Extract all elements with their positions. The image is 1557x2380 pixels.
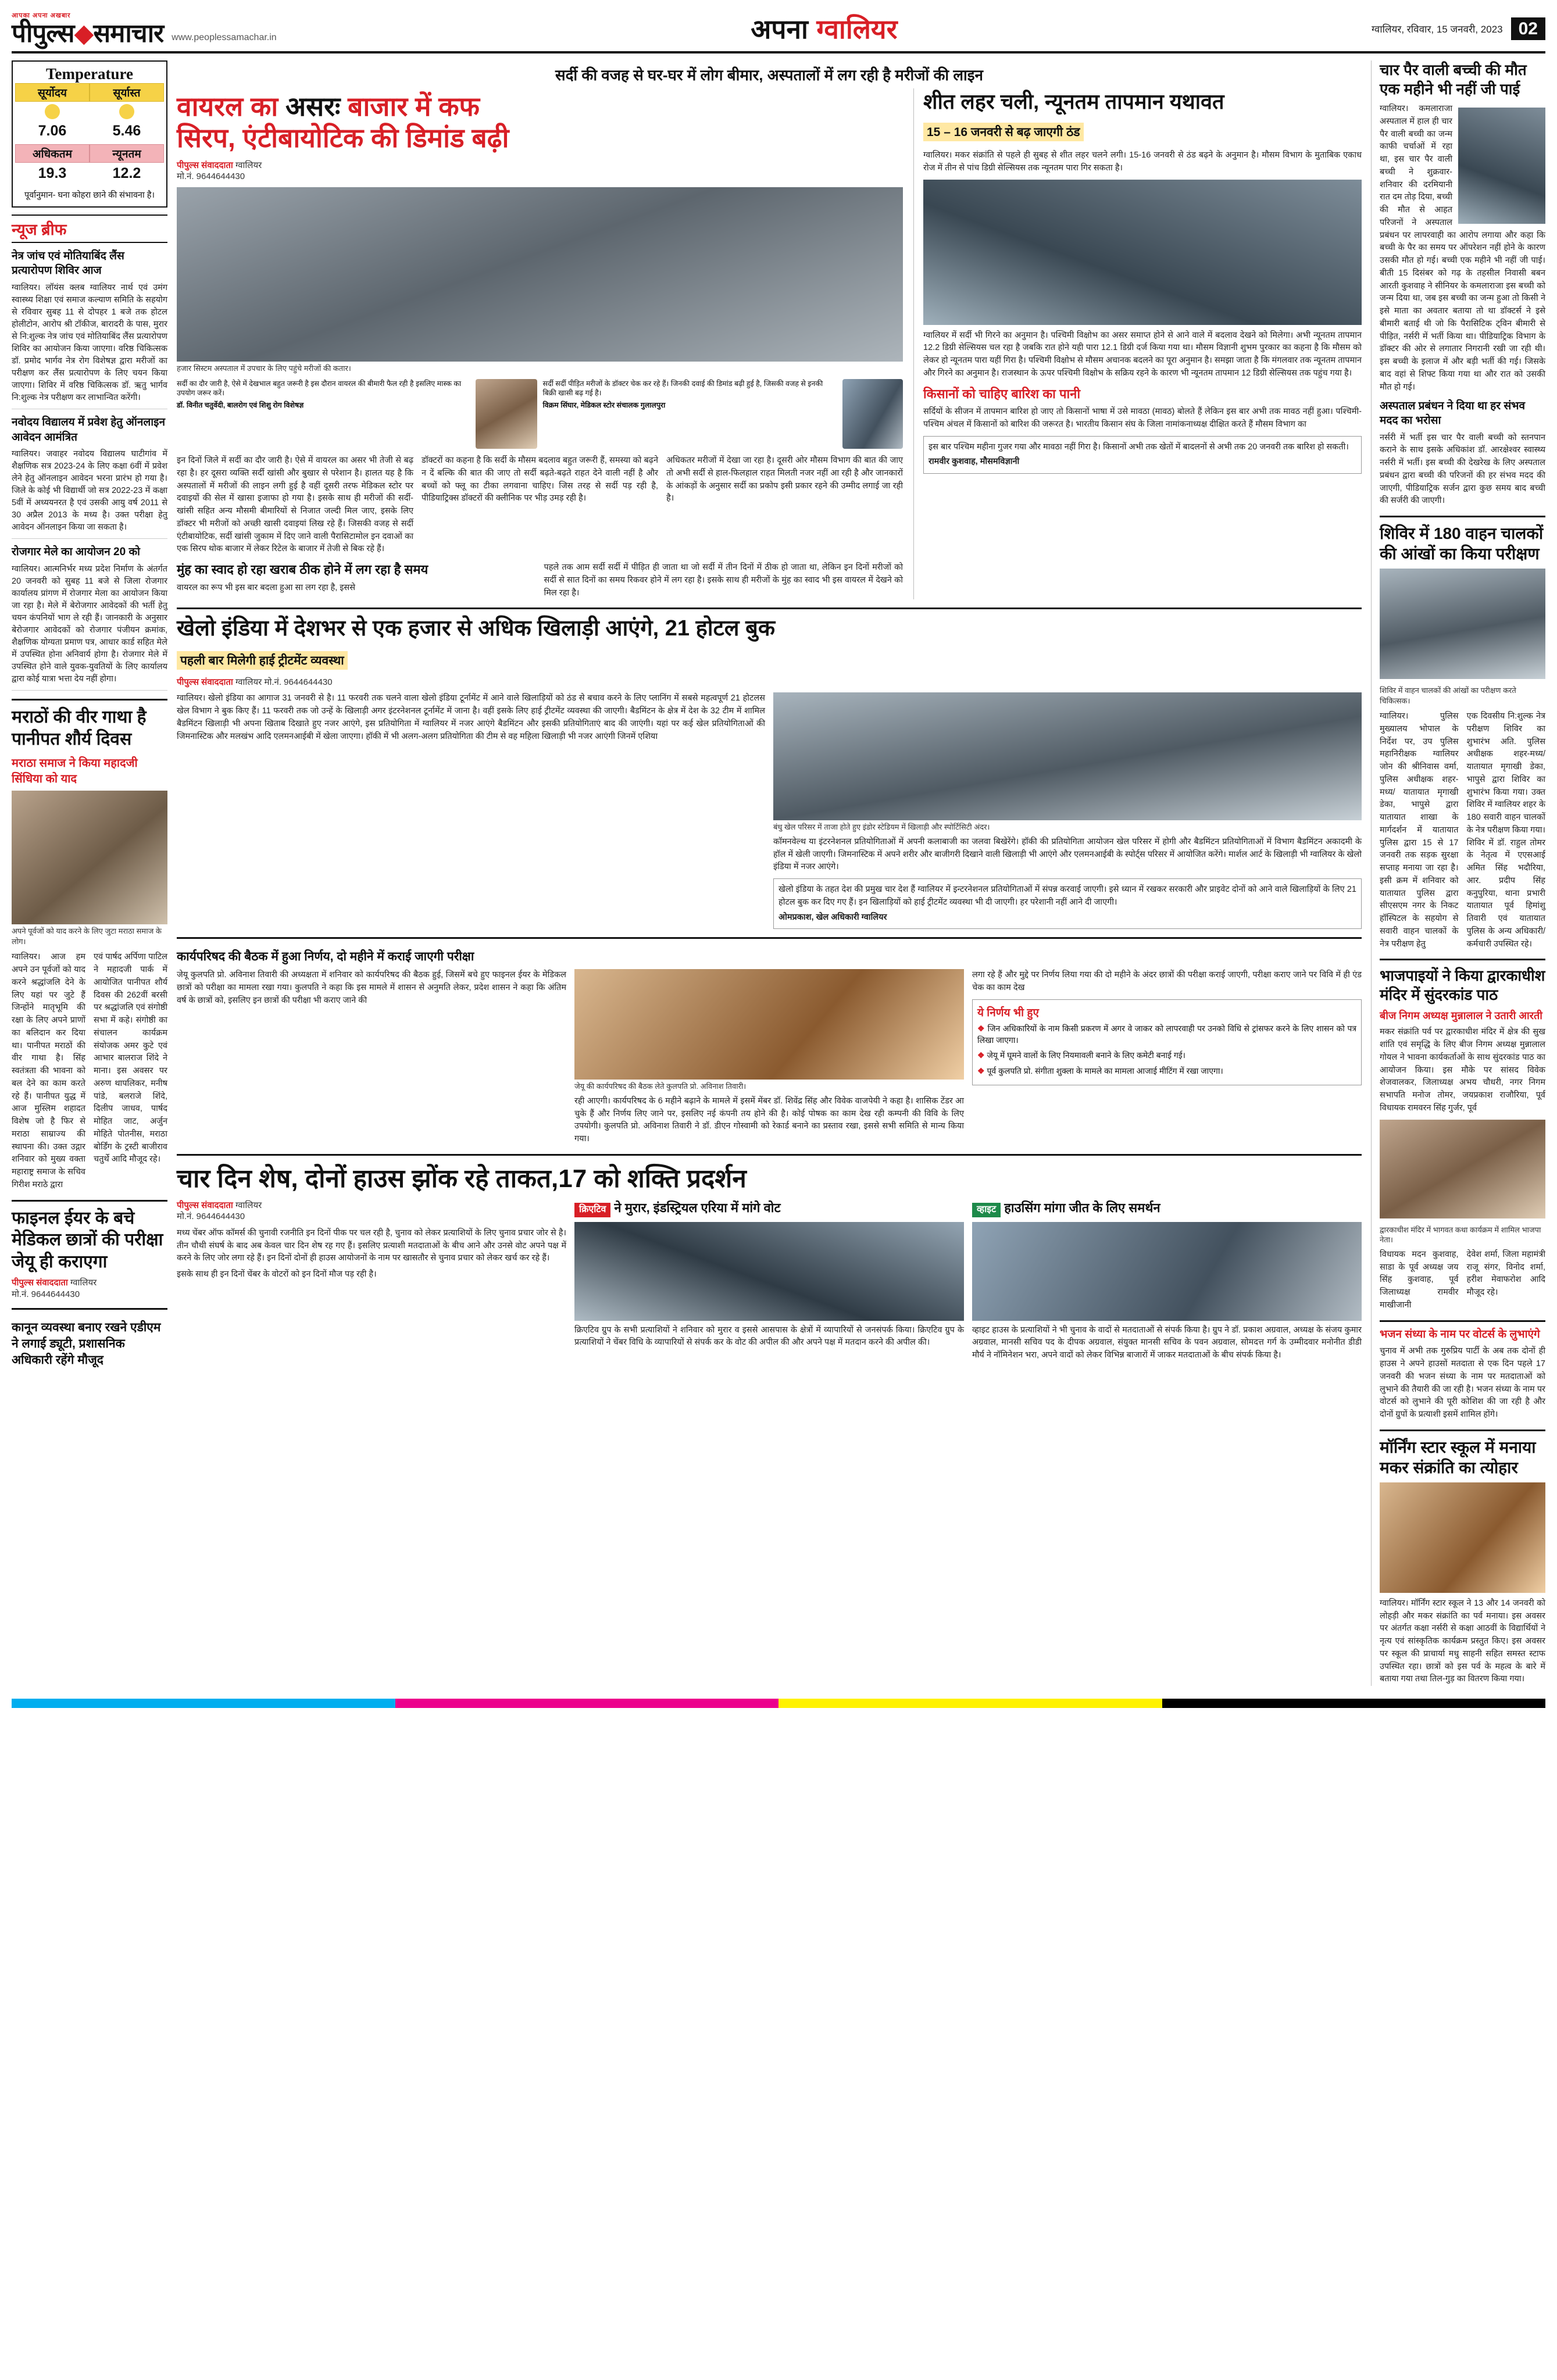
edition-word-apna: अपना <box>751 13 808 45</box>
list-item: ❖ जिन अधिकारियों के नाम किसी प्रकरण में अगर वे जाकर को लापरवाही पर उनको विधि से ट्रांसफर करने के लिए शासन को पत्र लिखा जाएगा। <box>977 1023 1357 1045</box>
byline-mobile: मो.नं. 9644644430 <box>264 677 333 687</box>
maratha-subhead: मराठा समाज ने किया महादजी सिंधिया को याद <box>12 757 138 786</box>
logo-diamond: ◆ <box>74 18 94 48</box>
cold-wave-subhead: किसानों को चाहिए बारिश का पानी <box>923 386 1081 401</box>
logo-tagline: आपका अपना अखबार <box>12 12 71 19</box>
khelo-photo <box>773 692 1362 820</box>
bhajan-body: चुनाव में अभी तक गुरुप्रिय पार्टी के अब तक दोनों ही हाउस ने अपने हाउसों मतदाता से एक दिन पहले 17 जनवरी की भजन संध्या के नाम पर मतदाताओं को लुभाने की तैयारी की जा रही है। भजन संध्या के नाम पर वोटर्स को लुभाने की पूरी कोशिश की जा रही है और दोनों ग्रुपों के प्रत्याशी इसमें शामिल होंगे। <box>1380 1346 1545 1419</box>
right-rail <box>1371 60 1545 1686</box>
law-body-col1: मध्य चेंबर ऑफ कॉमर्स की चुनावी रजनीति इन दिनों पीक पर चल रही है, चुनाव को लेकर प्रत्याशियों के लिए चुनाव प्रचार जोर से है। तीन चौथी संघर्ष के बाद अब केवल चार दिन शेष रह गए हैं। इसलिए प्रत्याशी मतदाताओं के बीच आने और उनसे वोट अपने पक्ष में करने के लिए जोर लगा रहे हैं। इन दिनों दोनों ही हाउस आयोजनों के नाम पर खासतौर से चुनाव प्रचार को लेकर खर्च कर रहे हैं। <box>177 1228 566 1263</box>
color-registration-bar <box>12 1699 1545 1708</box>
khelo-byline <box>177 677 1362 688</box>
medical-decisions-box <box>972 999 1362 1085</box>
eye-camp-body-col1: ग्वालियर। पुलिस मुख्यालय भोपाल के निर्देश पर, उप पुलिस महानिरीक्षक ग्वालियर जोन की श्रीनिवास वर्मा, पुलिस अधीक्षक शहर-मध्य/ यातायात मृगाखी डेका, भापुसे द्वारा यातायात शाखा के मार्गदर्शन में यातायात पुलिस द्वारा 15 से 17 जनवरी तक सड़क सुरक्षा सप्ताह मनाया जा रहा है। इसी क्रम में शनिवार को यातायात पुलिस द्वारा सीएसएम नगर के निकट हॉस्पिटल के सहयोग से सवारी वाहन चालकों के नेत्र परीक्षण हेतु <box>1380 712 1459 949</box>
expert2-quote: सर्दी सर्दी पीड़ित मरीजों के डॉक्टर चेक कर रहे हैं। जिनकी दवाई की डिमांड बढ़ी हुई है, जिसकी वजह से इनकी बिक्री खासी बढ़ गई है। <box>542 380 823 398</box>
lead-sub-body: वायरल का रूप भी इस बार बदला हुआ सा लग रहा है, इससे <box>177 583 356 592</box>
article-khelo-india[interactable] <box>177 607 1362 929</box>
byline-title: पीपुल्स संवाददाता <box>177 677 233 687</box>
brief-title: नेत्र जांच एवं मोतियाबिंद लैंस प्रत्यारोपण शिविर आज <box>12 249 124 277</box>
sunrise-icon <box>45 104 60 119</box>
byline-title: पीपुल्स संवाददाता <box>177 160 233 170</box>
logo-block <box>12 11 277 47</box>
article-medical[interactable] <box>12 1200 167 1300</box>
expert1-photo <box>476 379 537 449</box>
byline-mobile: मो.नं. 9644644430 <box>177 1212 245 1222</box>
logo-word-2: समाचार <box>93 18 164 48</box>
white-house-photo <box>972 1222 1362 1321</box>
khelo-kicker: पहली बार मिलेगी हाई ट्रीटमेंट व्यवस्था <box>177 651 348 670</box>
sunset-value: 5.46 <box>112 123 141 139</box>
maratha-headline: मराठों की वीर गाथा है पानीपत शौर्य दिवस <box>12 707 147 749</box>
lead-photo-caption: हजार सिस्टम अस्पताल में उपचार के लिए पहुंचे मरीजों की कतार। <box>177 363 351 373</box>
medical-decisions-list <box>977 1023 1356 1077</box>
min-temp-value: 12.2 <box>112 165 141 181</box>
sun-icons <box>15 102 164 120</box>
creative-group-photo <box>574 1222 964 1321</box>
medical-photo <box>574 969 964 1080</box>
article-maratha[interactable] <box>12 699 167 1191</box>
maratha-photo <box>12 791 167 924</box>
khelo-quote: खेलो इंडिया के तहत देश की प्रमुख चार देश हैं ग्वालियर में इन्टरनेशनल प्रतियोगिताओं में संपन्न करवाई जाएगी। इसे ध्यान में रखकर सरकारी और प्राइवेट दोनों को आने वाले खिलाड़ियों के लिए 21 होटल बुक कर दिए गए हैं। इन खिलाड़ियों को हाई ट्रीटमेंट व्यवस्था भी दी जाएगी। हर परेशानी नहीं आने दी जाएगी। <box>779 885 1356 907</box>
article-bjp-temple[interactable] <box>1380 959 1545 1311</box>
byline-place: ग्वालियर <box>235 160 262 170</box>
khelo-body-col2: कॉमनवेल्थ या इंटरनेशनल प्रतियोगिताओं में अपनी कलाबाजी का जलवा बिखेरेंगे। हॉकी की प्रतियोगिता आयोजन खेल परिसर में होगी और बैडमिंटन प्रतियोगिताओं में विभाग बैडमिंटन अकादमी के हॉल में खेली जाएगी। जिमनास्टिक में अपने शरीर और बाजीगरी दिखाने वाली खिलाड़ी भी आएंगे और एलमनआईबी के स्पोर्ट्स परिसर में आयोजित करेंगे। मार्शल आर्ट के खिलाड़ी भी ग्वालियर के खेलो इंडिया में नजर आएंगे। <box>773 837 1362 872</box>
four-leg-body: ग्वालियर। कमलाराजा अस्पताल में हाल ही चार पैर वाली बच्ची का जन्म काफी चर्चाओं में रहा था, इस चार पैर वाली बच्ची ने शुक्रवार- शनिवार की दरमियानी रात दम तोड़ दिया, बच्ची की मौत से आहत परिजनों ने अस्पताल प्रबंधन पर लापरवाही का आरोप लगाया और कहा कि बच्ची के पैर का समय पर ऑपरेशन नहीं होने के कारण उसकी मौत हो गई। बच्ची एक महीने भी नहीं जी पाई। बीती 15 दिसंबर को गढ़ के तहसील निवासी बबन आरती कुशवाह ने सीनियर के कमलाराजा इस बच्ची को जन्म दिया था, जब इस बच्ची का जन्म हुआ तो किसी ने इसे माता का अवतार बताया तो था डॉक्टर्स ने इसे बीमारी बताई थी जो कि पैरासिटिक ट्विन बीमारी से पीड़ित, नर्सरी में भर्ती किया था। पीडियाट्रिक विभाग के डॉक्टर की ओर से लगातार निगरानी रखी जा रही थी। इस बच्ची के इलाज में और बड़ी भर्ती की गई। जिसके बाद वहां से शिफ्ट किया गया था और रात को उसकी मौत हो गई। <box>1380 104 1545 392</box>
brief-body: ग्वालियर। आत्मनिर्भर मध्य प्रदेश निर्माण के अंतर्गत 20 जनवरी को सुबह 11 बजे से जिला रोजगार कार्यालय प्रांगण में रोजगार मेला का आयोजन किया जा रहा है। मेले में बेरोजगार आवेदकों की भर्ती हेतु चयन कंपनियों भाग ले रही हैं। जानकारी के अनुसार बेरोजगार आवेदकों को रोजगार पंजीयन क्रमांक, शैक्षणिक योग्यता प्रमाण पत्र, आधार कार्ड सहित मेले में उपस्थित होना अनिवार्य होगा है। रोजगार मेले में उपस्थित होने वाले युवक-युवतियों के लिए कार्यालय द्वारा कोई यात्रा भत्ता देय नहीं होगा। <box>12 564 167 684</box>
cold-wave-sub-body: सर्दियों के सीजन में तापमान बारिश हो जाए तो किसानों भाषा में उसे मावठा (मावठ) बोलते हैं लेकिन इस बार अभी तक मावठ नहीं हुआ। पश्चिमी-पश्चिम अंचल में किसानों को बारिश की जरूरत है। भारतीय किसान संघ के जिला नामांकनाध्यक्ष दीक्षित करते हैं मौसम विभाग का <box>923 407 1362 429</box>
bjp-subhead: बीज निगम अध्यक्ष मुन्नालाल ने उतारी आरती <box>1380 1010 1542 1022</box>
white-tag: व्हाइट <box>972 1203 1001 1217</box>
bjp-headline: भाजपाइयों ने किया द्वारकाधीश मंदिर में सुंदरकांड पाठ <box>1380 967 1545 1003</box>
weather-title: Temperature <box>46 65 133 83</box>
creative-group-head: क्रिएटिव ने मुरार, इंडस्ट्रियल एरिया में मांगे वोट <box>574 1200 964 1217</box>
article-medical-body[interactable] <box>177 937 1362 1146</box>
byline-title: पीपुल्स संवाददाता <box>177 1200 233 1210</box>
sunrise-label: सूर्योदय <box>15 83 90 102</box>
white-house-body: व्हाइट हाउस के प्रत्याशियों ने भी चुनाव के वादों से मतदाताओं से संपर्क किया है। ग्रुप ने डॉ. प्रकाश अग्रवाल, अध्यक्ष के संजय कुमार अग्रवाल, मानसी सचिव पद के दीपक अग्रवाल, संयुक्त मानसी सचिव के पवन अग्रवाल, सोमदत्त गर्ग के उम्मीदवार मनोनीत डीडी मौर्य ने नॉमिनेशन भरा, अपने वादों को लेकर विभिन्न बाजारों में जाकर मतदाताओं के बीच संपर्क किया है। <box>972 1325 1362 1360</box>
medical-body-col2: रही आएगी। कार्यपरिषद के 6 महीने बढ़ाने के मामले में इसमें मेंबर डॉ. शिवेंद्र सिंह और विवेक वाजपेयी ने कहा है। शासिक टेंडर आ चुके हैं और निर्णय लिए जाने पर, इसलिए नई कंपनी तय होने की है। कोई पोषक का काम देख रही कम्पनी की विवि के लिए उपयोगी। कुलपति प्रो. अविनाश तिवारी ने डॉ. डीएन गोस्वामी को रेकार्ड बनाने का प्रस्ताव रखा, इससे सभी समिति से मान्य किया गया। <box>574 1096 964 1144</box>
lead-headline-rest: बाजार में कफ <box>348 91 480 121</box>
law-overline: कानून व्यवस्था बनाए रखने एडीएम ने लगाई ड्यूटी, प्रशासनिक अधिकारी रहेंगे मौजूद <box>12 1321 161 1367</box>
medical-body-col3: लगा रहे हैं और मुद्दे पर निर्णय लिया गया की दो महीने के अंदर छात्रों की परीक्षा कराई जाएगी, परीक्षा कराए जाने पर विवि में ही एंड चेक का काम देख <box>972 970 1362 993</box>
eye-camp-photo-caption: शिविर में वाहन चालकों की आंखों का परीक्षण करते चिकित्सक। <box>1380 686 1516 705</box>
byline-mobile: मो.नं. 9644644430 <box>177 171 245 182</box>
bjp-photo-caption: द्वारकाधीश मंदिर में भागवत कथा कार्यक्रम में शामिल भाजपा नेता। <box>1380 1225 1541 1245</box>
byline-mobile: मो.नं. 9644644430 <box>12 1289 80 1299</box>
creative-tag: क्रिएटिव <box>574 1203 610 1217</box>
article-lead[interactable] <box>177 64 1362 599</box>
morning-star-photo <box>1380 1482 1545 1593</box>
article-eye-camp[interactable] <box>1380 516 1545 950</box>
edition-word-gwalior: ग्वालियर <box>816 13 898 45</box>
eye-camp-photo <box>1380 569 1545 679</box>
reg-cyan <box>12 1699 395 1708</box>
weather-head-row-1 <box>15 83 164 102</box>
cold-wave-quote-box <box>923 436 1362 474</box>
expert1-name: डॉ. विनीत चतुर्वेदी, बालरोग एवं शिशु रोग विशेषज्ञ <box>177 401 304 409</box>
weather-value-row-2 <box>15 163 164 187</box>
khelo-headline: खेलो इंडिया में देशभर से एक हजार से अधिक खिलाड़ी आएंगे, 21 होटल बुक <box>177 616 776 641</box>
maratha-body-col1: ग्वालियर। आज हम अपने उन पूर्वजों को याद करने श्रद्धांजलि देने के लिए यहां पर जुटे हैं जिन्होंने मातृभूमि की रक्षा के लिए अपने प्राणों का बलिदान कर दिया था। पानीपत मराठों की वीर गाथा है। सिंह स्वतंत्रता की भावना को बल देने का काम करते रहे हैं। पानीपत युद्ध में आज मुस्लिम शहादत विशेष जो है फिर से मराठा साम्राज्य की स्थापना की। उक्त उद्गार शनिवार को मुख्य वक्ता महाराष्ट्र समाज के सचिव गिरीश मराठे द्वारा <box>12 952 85 1189</box>
website-url[interactable]: www.peoplessamachar.in <box>172 32 277 42</box>
medical-decisions-title: ये निर्णय भी हुए <box>977 1006 1039 1019</box>
news-brief-item[interactable] <box>12 409 167 539</box>
cold-wave-kicker: 15 – 16 जनवरी से बढ़ जाएगी ठंड <box>923 123 1084 141</box>
byline-place: ग्वालियर <box>235 1200 262 1210</box>
reg-magenta <box>395 1699 779 1708</box>
cold-wave-photo <box>923 180 1362 325</box>
byline-place: ग्वालियर <box>235 677 262 687</box>
khelo-body-col1: ग्वालियर। खेलो इंडिया का आगाज 31 जनवरी से है। 11 फरवरी तक चलने वाला खेलो इंडिया टूर्नामेंट में आने वाले खिलाड़ियों को ठंड से बचाव करने के लिए प्लानिंग में सबसे महत्वपूर्ण 21 होटलस खेल विभाग ने बुक किए हैं। 11 फरवरी तक जो उन्हें के खिलाड़ी अगर इंटरनेशनल टूर्नामेंट में जाना है। वहीं इसके लिए हाई ट्रीटमेंट व्यवस्था की जाएगी। बैडमिंटन के क्षेत्र में देश के 32 टीम में शामिल बैडमिंटन खिलाड़ी भी अपना खिताब दिखाते हुए नजर आएंगे, इस प्रतियोगिता में ग्वालियर में नजर आएंगे बैडमिंटन और इसकी प्रतियोगिताएं बाद की जाएंगी। यहां पर कई खेल प्रतियोगिताओं की जिमनास्टिक और मलखंभ आदि एलमनआईबी में खेला जाएगा। हॉकी में भी अलग-अलग प्रतियोगिता की टीम से वह महिला खिलाड़ी भी नजर आएंगी जिनमें एशिया <box>177 694 765 741</box>
article-four-leg-baby[interactable] <box>1380 60 1545 508</box>
eye-camp-body-col2: एक दिवसीय नि:शुल्क नेत्र परीक्षण शिविर का शुभारंभ अति. पुलिस अधीक्षक शहर-मध्य/ यातायात मृगाखी डेका, भापुसे द्वारा शिविर का शुभारंभ किया गया। उक्त शिविर में ग्वालियर शहर के 180 सवारी वाहन चालकों के नेत्र परीक्षण किया गया। शिविर में डॉ. राहुल तोमर के नेतृत्व में एएसआई अमित सिंह भदौरिया, आर. प्रदीप सिंह कनुपुरिया, थाना प्रभारी यातायात पूर्व हिमांशु तिवारी एवं यातायात पुलिस के अन्य अधिकारी/कर्मचारी उपस्थित रहे। <box>1466 712 1545 949</box>
bjp-body-col2: विधायक मदन कुशवाह, साडा के पूर्व अध्यक्ष जय सिंह कुशवाह, पूर्व जिलाध्यक्ष रामवीर माखीजानी <box>1380 1249 1459 1310</box>
lead-body-col3: अधिकतर मरीजों में देखा जा रहा है। दूसरी ओर मौसम विभाग की बात की जाए तो अभी सर्दी से हाल-फिलहाल राहत मिलती नजर नहीं आ रही है और जानकारों के आंकड़ों के अनुसार सर्दी का प्रकोप इसी प्रकार रहने की उम्मीद लगाई जा रही है। <box>666 456 903 503</box>
cold-wave-headline: शीत लहर चली, न्यूनतम तापमान यथावत <box>923 90 1224 113</box>
medical-headline: फाइनल ईयर के बचे मेडिकल छात्रों की परीक्षा जेयू ही कराएगा <box>12 1208 163 1271</box>
article-morning-star[interactable] <box>1380 1430 1545 1686</box>
lead-overline: सर्दी की वजह से घर-घर में लोग बीमार, अस्पतालों में लग रही है मरीजों की लाइन <box>555 66 983 84</box>
weather-head-row-2 <box>15 144 164 163</box>
law-bigheadline: चार दिन शेष, दोनों हाउस झोंक रहे ताकत,17 को शक्ति प्रदर्शन <box>177 1164 747 1193</box>
weather-box <box>12 60 167 208</box>
lead-photo <box>177 187 903 362</box>
bjp-body-col3: देवेश शर्मा, जिला महामंत्री राजू संगर, विनोद शर्मा, हरीश मेवाफरोश आदि मौजूद रहे। <box>1466 1249 1545 1298</box>
creative-group-body: क्रिएटिव ग्रुप के सभी प्रत्याशियों ने शनिवार को मुरार व इससे आसपास के क्षेत्रों में व्यापारियों से जनसंपर्क किया। क्रिएटिव ग्रुप के प्रत्याशियों ने चेंबर विधि के व्यापारियों से संपर्क कर के वोट की अपील की और अपने पक्ष में मतदान करने की अपील की। <box>574 1325 964 1348</box>
bhajan-headline: भजन संध्या के नाम पर वोटर्स के लुभाएंगे <box>1380 1328 1540 1341</box>
khelo-quote-box <box>773 878 1362 929</box>
four-leg-photo <box>1458 108 1545 224</box>
list-item: ❖ पूर्व कुलपति प्रो. संगीता शुक्ला के मामले का मामला आजाई मीटिंग में रखा जाएगा। <box>977 1066 1223 1075</box>
four-leg-subhead: अस्पताल प्रबंधन ने दिया था हर संभव मदद का भरोसा <box>1380 400 1526 427</box>
article-cold-wave[interactable] <box>913 88 1362 599</box>
article-chamber-election[interactable] <box>177 1154 1362 1362</box>
lead-byline <box>177 160 903 183</box>
medical-byline <box>12 1277 167 1300</box>
news-brief-heading: न्यूज ब्रीफ <box>12 215 167 243</box>
sunrise-value: 7.06 <box>38 123 67 139</box>
news-brief-item[interactable] <box>12 539 167 691</box>
khelo-quote-author: ओमप्रकाश, खेल अधिकारी ग्वालियर <box>779 912 887 922</box>
bjp-photo <box>1380 1120 1545 1218</box>
expert1-quote: सर्दी का दौर जारी है, ऐसे में देखभाल बहुत जरूरी है इस दौरान वायरल की बीमारी फैल रही है इसलिए मास्क का उपयोग जरूर करें। <box>177 380 462 398</box>
expert-quote-2 <box>543 379 904 449</box>
byline-title: पीपुल्स संवाददाता <box>12 1278 68 1288</box>
white-house-head: व्हाइट हाउसिंग मांगा जीत के लिए समर्थन <box>972 1200 1362 1217</box>
page-number: 02 <box>1511 17 1545 40</box>
four-leg-sub-body: नर्सरी में भर्ती इस चार पैर वाली बच्ची को स्तनपान कराने के साथ इसके अधिकांश डॉ. आरक्षेश्वर स्वास्थ्य नर्सरी में भर्ती। इस बच्ची की देखरेख के लिए अस्पताल प्रबंधन द्वारा बच्ची की परिजनों की हर संभव मदद की जाएगी, पीडियाट्रिक सर्जन द्वारा कुछ समय बाद बच्ची की सर्जरी की जाएगी। <box>1380 433 1545 506</box>
medical-body-col1: जेयू कुलपति प्रो. अविनाश तिवारी की अध्यक्षता में शनिवार को कार्यपरिषद की बैठक हुई, जिसमें बचे हुए फाइनल ईयर के मेडिकल छात्रों को परीक्षा का मामला रखा गया। कुलपति ने कहा कि इस मामले में शासन से अनुमति लेकर, प्रदेश शासन ने कहा कि अंतिम वर्ष के छात्रों को, इसलिए इन छात्रों की परीक्षा भी कराए जाने की <box>177 970 566 1005</box>
khelo-photo-caption: बंधु खेल परिसर में ताजा होते हुए इंडोर स्टेडियम में खिलाड़ी और स्पोर्टिसिटी अंदर। <box>773 823 990 832</box>
law-byline <box>177 1200 566 1223</box>
cold-wave-lead: ग्वालियर। मकर संक्रांति से पहले ही सुबह से शीत लहर चलने लगी। 15-16 जनवरी से ठंड बढ़ने के अनुमान है। मौसम विभाग के मुताबिक एकाध रोज में तीन से पांच डिग्री सेल्सियस तक न्यूनतम पारा गिर सकता है। <box>923 151 1362 173</box>
reg-yellow <box>779 1699 1162 1708</box>
lead-headline <box>177 91 903 154</box>
expert-quote-1 <box>177 379 537 449</box>
cold-wave-quote: इस बार पश्चिम महीना गुजर गया और मावठा नहीं गिरा है। किसानों अभी तक खेतों में बादलनों से अभी तक 20 जनवरी तक बारिश हो सकती। <box>929 442 1349 452</box>
lead-headline-line2: सिरप, एंटीबायोटिक की डिमांड बढ़ी <box>177 123 509 153</box>
eye-camp-headline: शिविर में 180 वाहन चालकों की आंखों का किया परीक्षण <box>1380 524 1544 563</box>
byline-place: ग्वालियर <box>70 1278 97 1288</box>
maratha-body-col2: एवं पार्षद अर्पिणा पाटिल ने महादजी पार्क में आयोजित पानीपत शौर्य दिवस की 262वीं बरसी पर श्रद्धांजलि एवं संगोष्ठी सभा में कहे। संगोष्ठी का संचालन कार्यक्रम संयोजक अमर कुटे एवं आभार बालराज शिंदे ने माना। इस अवसर पर अरुण थापलिकर, मनीष पांडे, बलराजे शिंदे, दिलीप जाधव, पार्षद मोहित जाट, अर्जुन मोहिते पोतनीस, मराठा बोर्डिंग के ट्रस्टी बाजीराव चतुर्थे आदि मौजूद रहे। <box>94 952 167 1164</box>
max-temp-label: अधिकतम <box>15 144 90 163</box>
list-item: ❖ जेयू में घूमने वालों के लिए नियमावली बनाने के लिए कमेटी बनाई गई। <box>977 1050 1185 1060</box>
brief-body: ग्वालियर। जवाहर नवोदय विद्यालय घाटीगांव में शैक्षणिक सत्र 2023-24 के लिए कक्षा 6वीं में प्रवेश लेने हेतु ऑनलाइन आवेदन भरना प्रारंभ हो गया है। जिले के कोई भी विद्यार्थी जो सत्र 2022-23 में कक्षा 5वीं में अध्ययनरत है एवं उसकी आयु वर्ष 2011 से 30 अप्रैल 2013 के मध्य है। उक्त परीक्षा हेतु आवेदन ऑनलाइन किया जा सकता है। <box>12 449 167 533</box>
news-brief-item[interactable] <box>12 243 167 409</box>
max-temp-value: 19.3 <box>38 165 67 181</box>
center-well <box>177 60 1362 1686</box>
page-content <box>12 60 1545 1686</box>
weather-value-row-1 <box>15 120 164 144</box>
maratha-photo-caption: अपने पूर्वजों को याद करने के लिए जुटा मराठा समाज के लोग। <box>12 927 162 946</box>
edition-title <box>751 10 897 47</box>
lead-headline-black: असरः <box>285 91 341 121</box>
article-bhajan[interactable] <box>1380 1320 1545 1421</box>
medical-subhead: कार्यपरिषद की बैठक में हुआ निर्णय, दो महीने में कराई जाएगी परीक्षा <box>177 950 474 964</box>
morning-star-body: ग्वालियर। मॉर्निंग स्टार स्कूल ने 13 और 14 जनवरी को लोहड़ी और मकर संक्रांति का पर्व मनाया। इस अवसर पर अंतर्गत कक्षा नर्सरी से कक्षा आठवीं के विद्यार्थियों ने नृत्य एवं सांस्कृतिक कार्यक्रम प्रस्तुत किए। इस अवसर पर स्कूल की प्राचार्या मधु साहनी सहित समस्त स्टाफ उपस्थित रहा। छात्रों को इस पर्व के महत्व के बारे में बताया गया तथा तिल-गुड़ का वितरण किया गया। <box>1380 1598 1545 1684</box>
brief-title: नवोदय विद्यालय में प्रवेश हेतु ऑनलाइन आवेदन आमंत्रित <box>12 416 166 444</box>
medical-photo-caption: जेयू की कार्यपरिषद की बैठक लेते कुलपति प्रो. अविनाश तिवारी। <box>574 1082 747 1091</box>
lead-sub-body-2: पहले तक आम सर्दी सर्दी में पीड़ित ही जाता था जो सर्दी में तीन दिनों में ठीक हो जाता था, लेकिन इन दिनों मरीजों को सर्दी से सात दिनों का समय रिकवर होने में लग रहा है। इसके साथ ही मरीजों के मुंह का स्वाद भी इस वायरल में देखने को मिल रहा है। <box>544 563 903 598</box>
expert2-photo <box>842 379 903 449</box>
masthead <box>12 10 1545 53</box>
masthead-right <box>1372 17 1545 40</box>
logo-word-1: पीपुल्स <box>12 18 74 48</box>
logo-title <box>12 18 164 48</box>
lead-body-col1: इन दिनों जिले में सर्दी का दौर जारी है। ऐसे में वायरल का असर भी तेजी से बढ़ रहा है। हर दूसरा व्यक्ति सर्दी खांसी और बुखार से परेशान है। हालत यह है कि अस्पतालों में मरीजों की लाइन लगी हुई है वहीं दूसरी तरफ मेडिकल स्टोर पर दवाइयों की सेल में खासा इजाफा हो गया है। इसके साथ ही मरीजों की सर्दी-खांसी सहित अन्य मौसमी बीमारियों से निजात जल्दी मिल जाए, इसके लिए डॉक्टर भी मरीजों को अच्छी खासी दवाइयां लिख रहे हैं। जिसकी वजह से सर्दी एंटीबायोटिक, सर्दी खांसी जुकाम में दिए जाने वाली पैरासिटामोल इन दवाओं का एक सिरप थोक बाजार में लेकर रिटेल के बाजार में तेजी से बिक रहे हैं। <box>177 456 413 554</box>
lead-headline-red: वायरल का <box>177 91 278 121</box>
min-temp-label: न्यूनतम <box>90 144 164 163</box>
cold-wave-body: ग्वालियर में सर्दी भी गिरने का अनुमान है। पश्चिमी विक्षोभ का असर समाप्त होने से आने वाले में बदलाव देखने को मिलेगा। अभी न्यूनतम तापमान 12.2 डिग्री सेल्सियस चल रहा है जबकि रात होने यही पारा 12.1 डिग्री दर्ज किया गया था। मौसम विज्ञानी शुभम पुरकार का कहना है कि मौसम को लेकर हो न्यूनतम पारा यहीं गिरा है। पश्चिमी विक्षोभ से मौसम अचानक बदलने का पूरा अनुमान है। समझा जाता है कि मंगलवार तक न्यूनतम तापमान और गिरने का अनुमान है। राजस्थान के ऊपर पश्चिमी विक्षोभ के सक्रिय रहने के कारण भी न्यूनतम तापमान 12 डिग्री सेल्सियस तक पहुंच गया है। <box>923 330 1362 378</box>
sunset-icon <box>119 104 134 119</box>
publication-date: ग्वालियर, रविवार, 15 जनवरी, 2023 <box>1371 23 1503 35</box>
morning-star-headline: मॉर्निंग स्टार स्कूल में मनाया मकर संक्रांति का त्योहार <box>1380 1438 1536 1477</box>
weather-forecast-note: पूर्वानुमान- घना कोहरा छाने की संभावना है। <box>24 191 155 200</box>
four-leg-headline: चार पैर वाली बच्ची की मौत एक महीने भी नहीं जी पाई <box>1380 61 1527 98</box>
brief-body: ग्वालियर। लॉयंस क्लब ग्वालियर नार्थ एवं उमंग स्वास्थ्य शिक्षा एवं समाज कल्याण समिति के सहयोग से रविवार सुबह 11 से दोपहर 1 बजे तक होटल होलीटोन, आरोप श्री टॉकीज, बारादरी के पास, मुरार से नि:शुल्क नेत्र जांच एवं मोतियाबिंद लैंस प्रत्यारोपण शिविर का आयोजन किया जाएगा। वरिष्ठ चिकित्सक डॉ. प्रमोद भार्गव नेत्र रोग विशेषज्ञ द्वारा मरीजों का परीक्षण कर लैंस प्रत्यारोपण के लिए चयन किया जाएगा। शिविर में वरिष्ठ चिकित्सक डॉ. ऋतु भार्गव नि:शुल्क नेत्र परीक्षण कर लाभान्वित करेंगी। <box>12 283 167 402</box>
article-law[interactable] <box>12 1308 167 1368</box>
reg-black <box>1162 1699 1546 1708</box>
lead-sub-headline: मुंह का स्वाद हो रहा खराब ठीक होने में लग रहा है समय <box>177 562 428 577</box>
lead-body-col2: डॉक्टरों का कहना है कि सर्दी के मौसम बदलाव बहुत जरूरी हैं, समस्या को बढ़ने न दें बल्कि की बात की जाए तो सर्दी बढ़ते-बढ़ते राहत देने वाली नहीं है और बच्चों को फ्लू का टीका लगवाना चाहिए। जिस तरह से सर्दी पड़ रही है, पीडियाट्रिक्स डॉक्टरों की क्लीनिक पर भीड़ उमड़ रही है। <box>422 456 658 503</box>
bjp-body-col1: मकर संक्रांति पर्व पर द्वारकाधीश मंदिर में क्षेत्र की सुख शांति एवं समृद्धि के लिए बीज निगम अध्यक्ष मुन्नालाल गोयल ने भावना कार्यकर्ताओं के साथ सुंदरकांड पाठ का आयोजन किया। इस मौके पर सांसद विवेक शेजवालकर, जिलाध्यक्ष अभय चौधरी, नगर निगम सभापति मनोज तोमर, जयप्रकाश राजौरिया, पूर्व विधायक रामवरन सिंह गुर्जर, पूर्व <box>1380 1027 1545 1113</box>
sunset-label: सूर्यास्त <box>90 83 164 102</box>
expert2-name: विक्रम सिंघार, मेडिकल स्टोर संचालक गुलालपुरा <box>542 401 666 409</box>
cold-wave-quote-author: रामवीर कुशवाह, मौसमविज्ञानी <box>929 457 1020 467</box>
brief-title: रोजगार मेले का आयोजन 20 को <box>12 546 140 559</box>
law-body-col1b: इसके साथ ही इन दिनों चेंबर के वोटरों को इन दिनों मौज पड़ रही है। <box>177 1270 377 1280</box>
left-rail <box>12 60 167 1686</box>
